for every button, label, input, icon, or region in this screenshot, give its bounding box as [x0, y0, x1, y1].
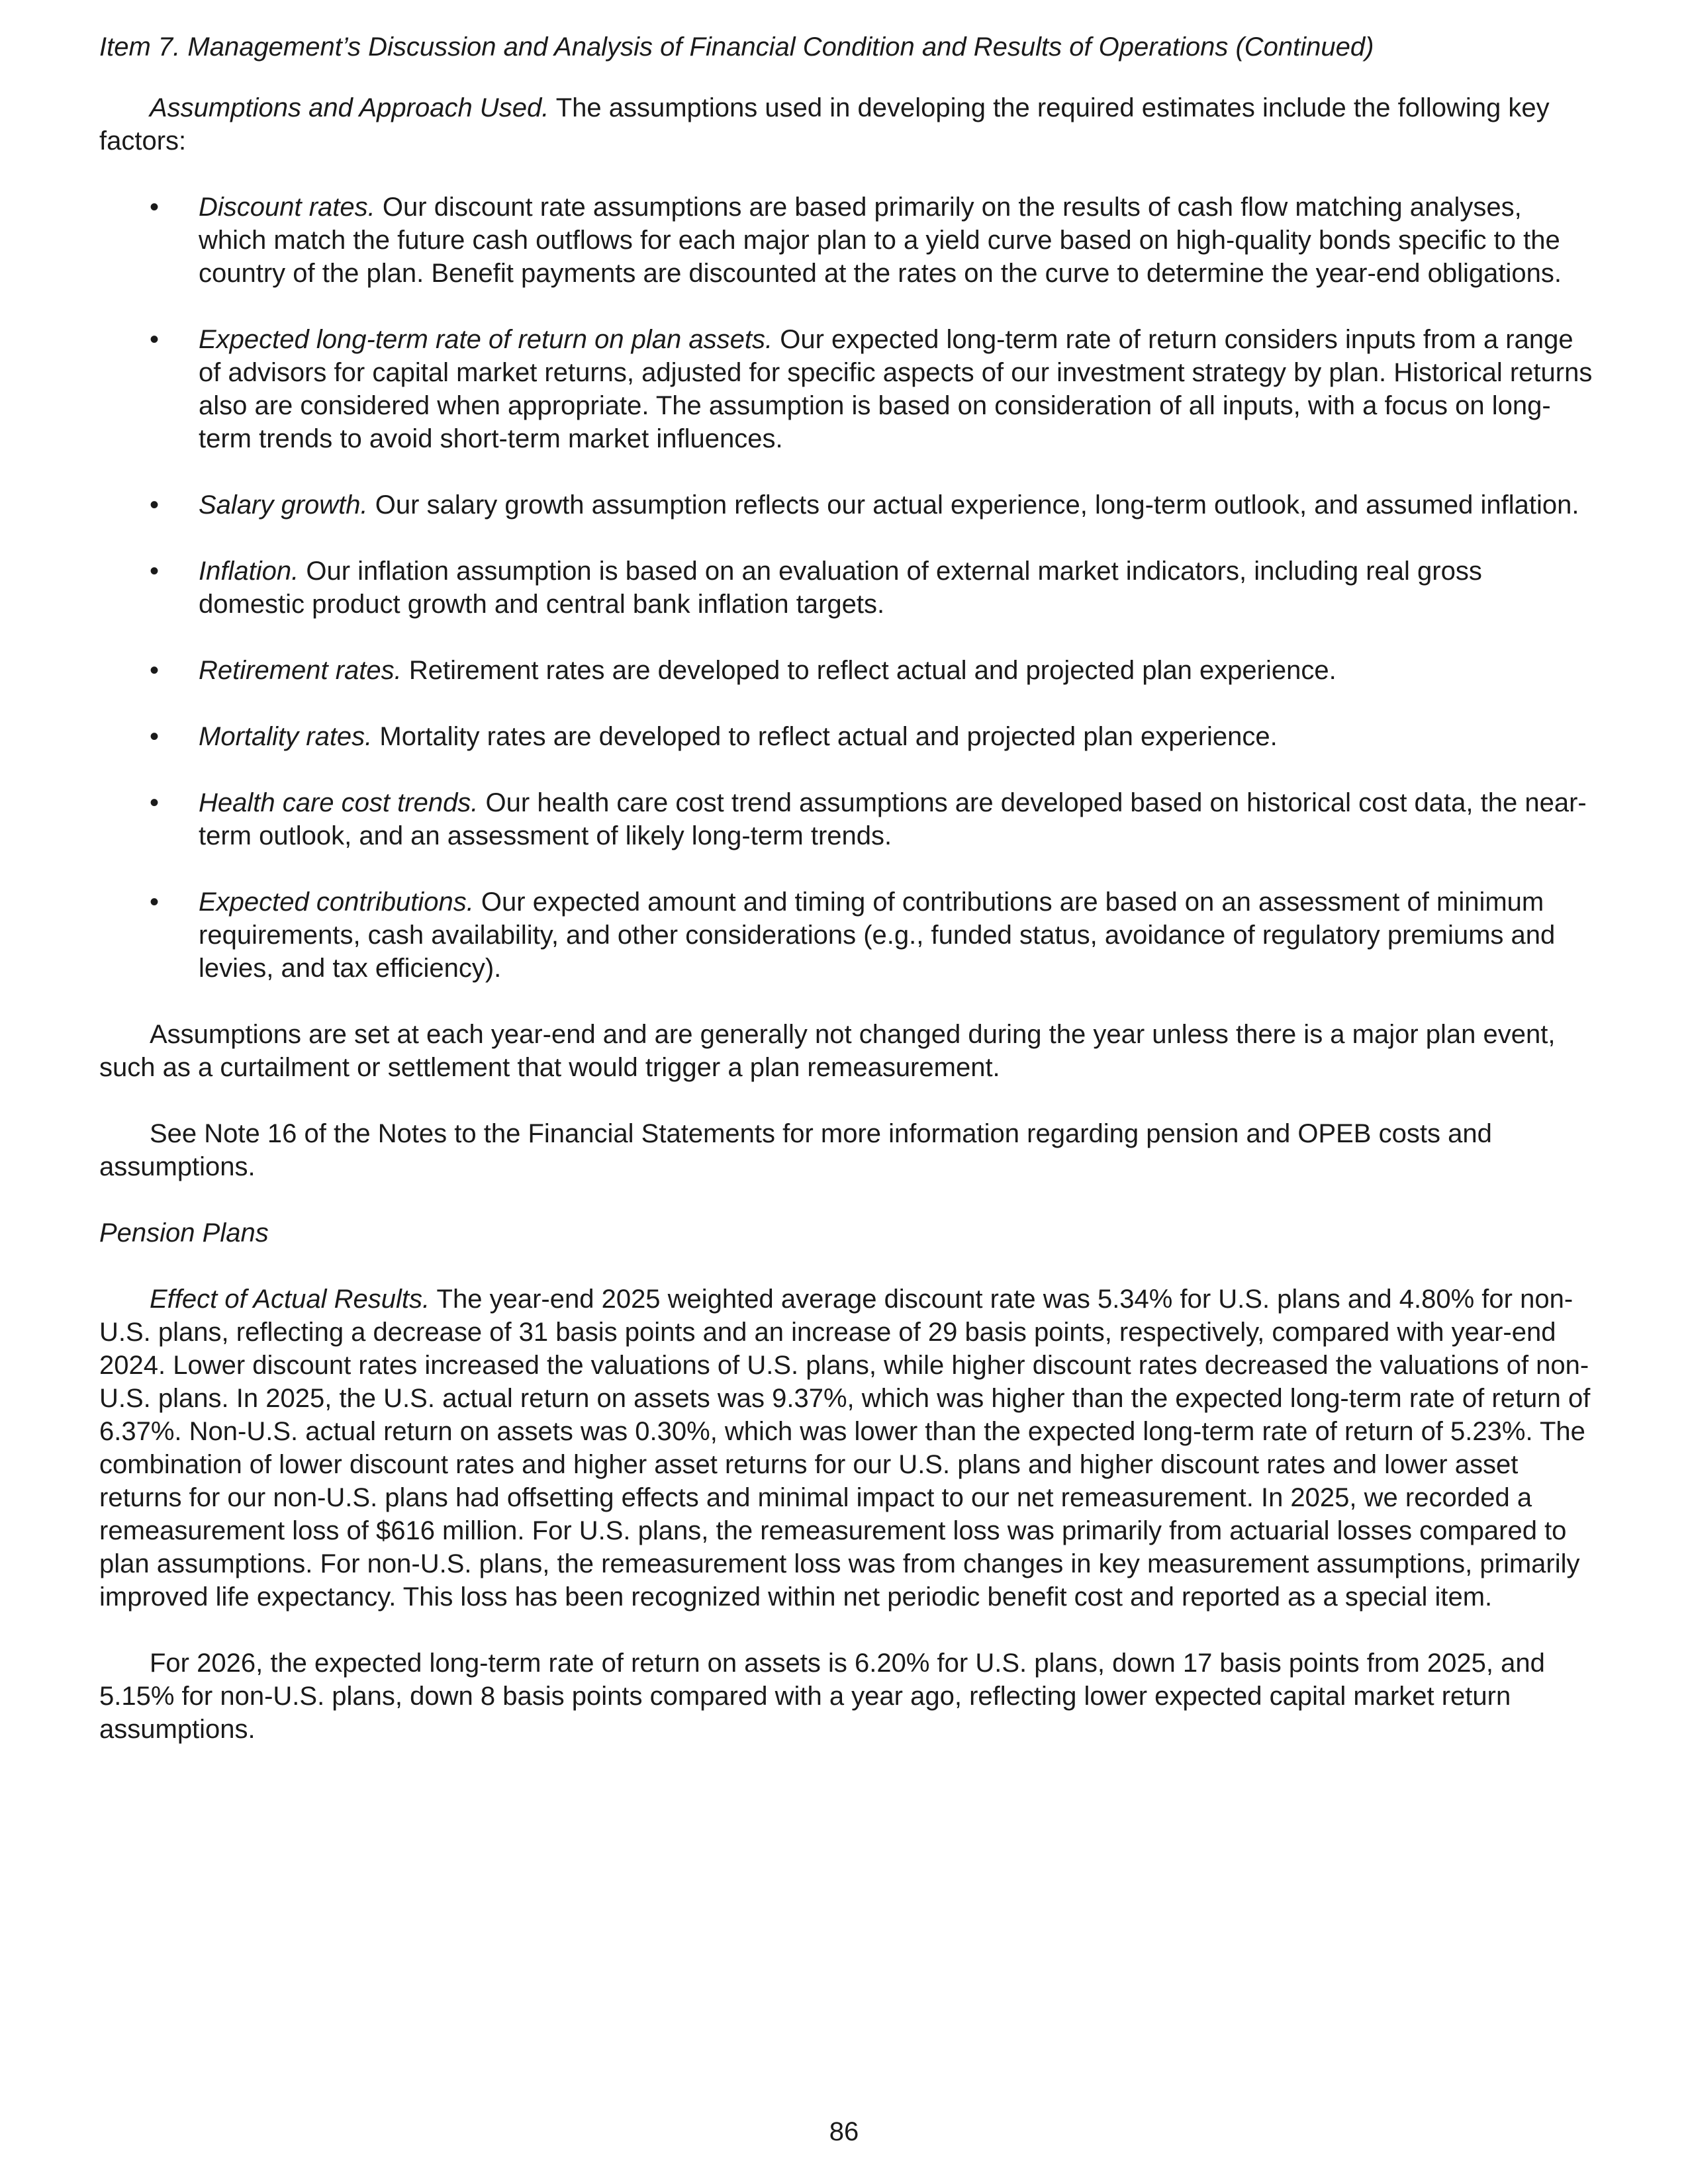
page-number: 86 [829, 2117, 859, 2146]
list-item-text: Our salary growth assumption reflects our actual experience, long-term outlook, and assumed inflation. [367, 490, 1579, 520]
list-item-text: Our health care cost trend assumptions are developed based on historical cost data, the near-term outlook, and an assessment of likely long-term trends. [199, 788, 1587, 850]
intro-lead: Assumptions and Approach Used. [150, 93, 549, 122]
bullet-icon: • [150, 490, 160, 520]
list-item-text: Our discount rate assumptions are based primarily on the results of cash flow matching analyses, which match the future cash outflows for each major plan to a yield curve based on high-quality bonds specific to the country of the plan. Benefit payments are discounted at the rates on the curve to determine the year-end obligations. [199, 193, 1562, 288]
list-item-salary-growth [99, 488, 1595, 522]
list-item-lead: Health care cost trends. [199, 788, 479, 817]
effect-text: The year-end 2025 weighted average discount rate was 5.34% for U.S. plans and 4.80% for non-U.S. plans, reflecting a decrease of 31 basis points and an increase of 29 basis points, respectively, compared with year-end 2024. Lower discount rates increased the valuations of U.S. plans, while higher discount rates decreased the valuations of non-U.S. plans. In 2025, the U.S. actual return on assets was 9.37%, which was higher than the expected long-term rate of return of 6.37%. Non-U.S. actual return on assets was 0.30%, which was lower than the expected long-term rate of return of 5.23%. The combination of lower discount rates and higher asset returns for our U.S. plans and higher discount rates and lower asset returns for our non-U.S. plans had offsetting effects and minimal impact to our net remeasurement. In 2025, we recorded a remeasurement loss of $616 million. For U.S. plans, the remeasurement loss was primarily from actuarial losses compared to plan assumptions. For non-U.S. plans, the remeasurement loss was from changes in key measurement assumptions, primarily improved life expectancy. This loss has been recognized within net periodic benefit cost and reported as a special item. [99, 1285, 1591, 1612]
intro-text: The assumptions used in developing the required estimates include the following key factors: [99, 93, 1550, 156]
list-item-expected-return [99, 323, 1595, 455]
bullet-icon: • [150, 788, 160, 817]
list-item-text: Retirement rates are developed to reflect actual and projected plan experience. [401, 656, 1336, 685]
list-item-lead: Expected contributions. [199, 887, 474, 917]
list-item-lead: Mortality rates. [199, 722, 373, 751]
bullet-icon: • [150, 722, 160, 751]
key-factors-list [99, 191, 1595, 985]
list-item-text: Mortality rates are developed to reflect actual and projected plan experience. [372, 722, 1278, 751]
list-item-lead: Expected long-term rate of return on plan assets. [199, 325, 773, 354]
year-end-paragraph: Assumptions are set at each year-end and are generally not changed during the year unless there is a major plan event, such as a curtailment or settlement that would trigger a plan remeasurement. [99, 1020, 1556, 1082]
list-item-lead: Retirement rates. [199, 656, 402, 685]
list-item-lead: Discount rates. [199, 193, 375, 222]
outlook-paragraph: For 2026, the expected long-term rate of return on assets is 6.20% for U.S. plans, down 17 basis points from 2025, and 5.15% for non-U.S. plans, down 8 basis points compared with a year ago, reflecting lower expected capital market return assumptions. [99, 1649, 1545, 1744]
document-page [99, 30, 1595, 1779]
list-item-expected-contributions [99, 886, 1595, 985]
list-item-health-care-trends [99, 786, 1595, 852]
list-item-lead: Salary growth. [199, 490, 368, 520]
list-item-text: Our expected long-term rate of return considers inputs from a range of advisors for capital market returns, adjusted for specific aspects of our investment strategy by plan. Historical returns also are considered when appropriate. The assumption is based on consideration of all inputs, with a focus on long-term trends to avoid short-term market influences. [199, 325, 1593, 453]
list-item-retirement-rates [99, 654, 1595, 687]
list-item-lead: Inflation. [199, 557, 299, 586]
list-item-text: Our expected amount and timing of contributions are based on an assessment of minimum requirements, cash availability, and other considerations (e.g., funded status, avoidance of regulatory premiums and levies, and tax efficiency). [199, 887, 1556, 983]
section-header: Item 7. Management’s Discussion and Analysis of Financial Condition and Results of Operations (Continued) [99, 32, 1374, 62]
list-item-discount-rates [99, 191, 1595, 290]
pension-plans-title: Pension Plans [99, 1218, 269, 1248]
bullet-icon: • [150, 656, 160, 685]
bullet-icon: • [150, 557, 160, 586]
list-item-inflation [99, 555, 1595, 621]
effect-of-actual-results-paragraph [99, 1283, 1595, 1614]
list-item-text: Our inflation assumption is based on an evaluation of external market indicators, including real gross domestic product growth and central bank inflation targets. [199, 557, 1482, 619]
effect-lead: Effect of Actual Results. [150, 1285, 430, 1314]
see-note-paragraph: See Note 16 of the Notes to the Financial Statements for more information regarding pension and OPEB costs and assumptions. [99, 1119, 1492, 1181]
list-item-mortality-rates [99, 720, 1595, 753]
intro-paragraph [99, 91, 1595, 158]
bullet-icon: • [150, 193, 160, 222]
bullet-icon: • [150, 887, 160, 917]
bullet-icon: • [150, 325, 160, 354]
